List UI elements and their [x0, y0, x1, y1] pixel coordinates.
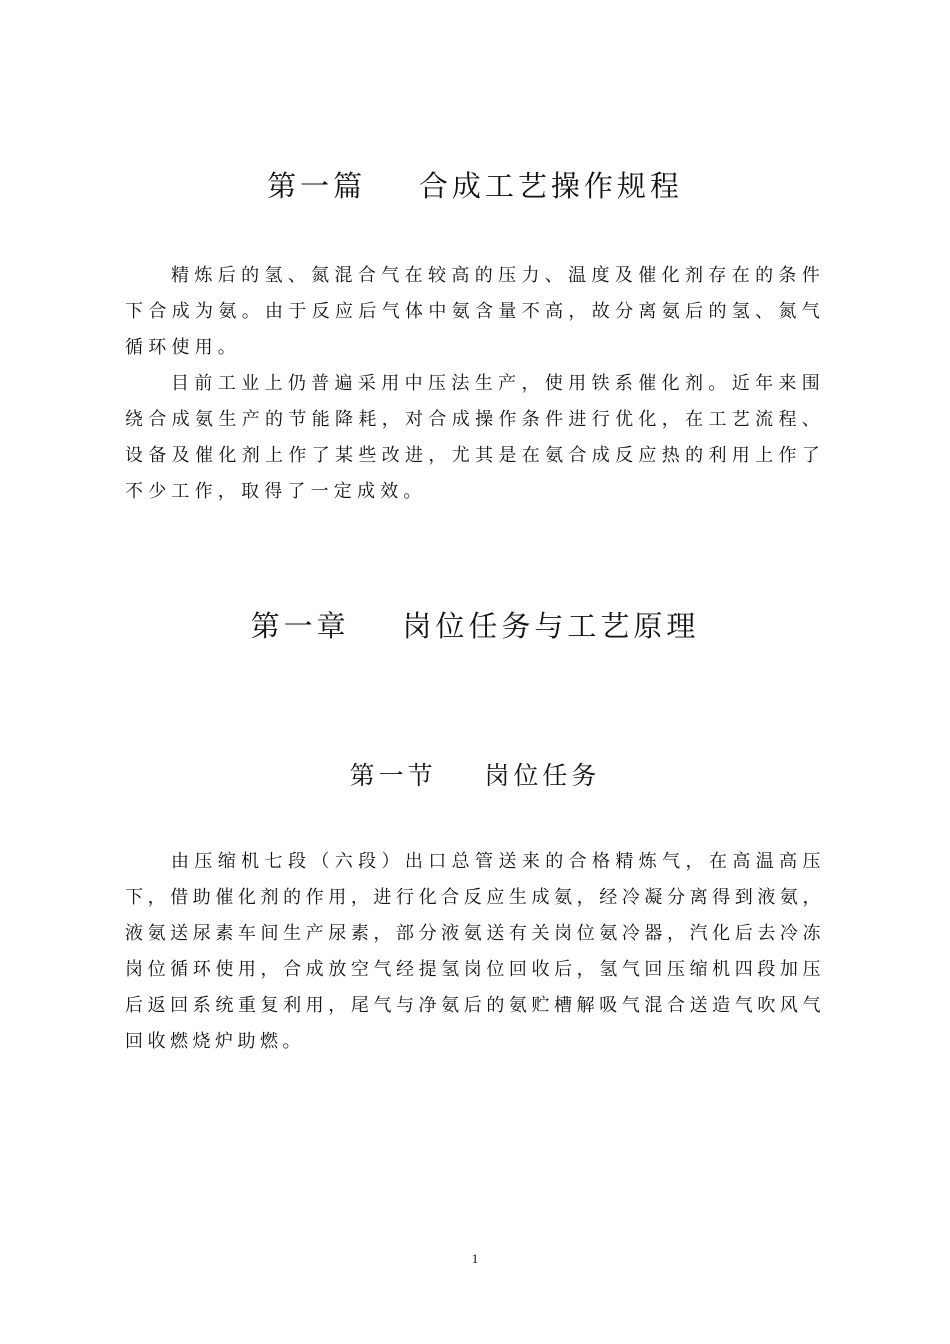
intro-paragraph: 精炼后的氢、氮混合气在较高的压力、温度及催化剂存在的条件下合成为氨。由于反应后气体中氨含量不高，故分离氨后的氢、氮气循环使用。 [125, 265, 825, 358]
part-title: 第一篇 合成工艺操作规程 [267, 169, 683, 203]
section-text-block [125, 844, 825, 1060]
section-paragraph: 由压缩机七段（六段）出口总管送来的合格精炼气，在高温高压下，借助催化剂的作用，进行化合反应生成氨，经冷凝分离得到液氨，液氨送尿素车间生产尿素，部分液氨送有关岗位氨冷器，汽化后去冷冻岗位循环使用，合成放空气经提氢岗位回收后，氢气回压缩机四段加压后返回系统重复利用，尾气与净氨后的氨贮槽解吸气混合送造气吹风气回收燃烧炉助燃。 [125, 851, 825, 1052]
page-number: 1 [471, 1251, 479, 1266]
section-title: 第一节 岗位任务 [349, 761, 601, 790]
intro-text-block [125, 258, 825, 510]
intro-paragraph: 目前工业上仍普遍采用中压法生产，使用铁系催化剂。近年来围绕合成氨生产的节能降耗，对合成操作条件进行优化，在工艺流程、设备及催化剂上作了某些改进，尤其是在氨合成反应热的利用上作了不少工作，取得了一定成效。 [125, 373, 825, 502]
chapter-title: 第一章 岗位任务与工艺原理 [250, 609, 700, 643]
